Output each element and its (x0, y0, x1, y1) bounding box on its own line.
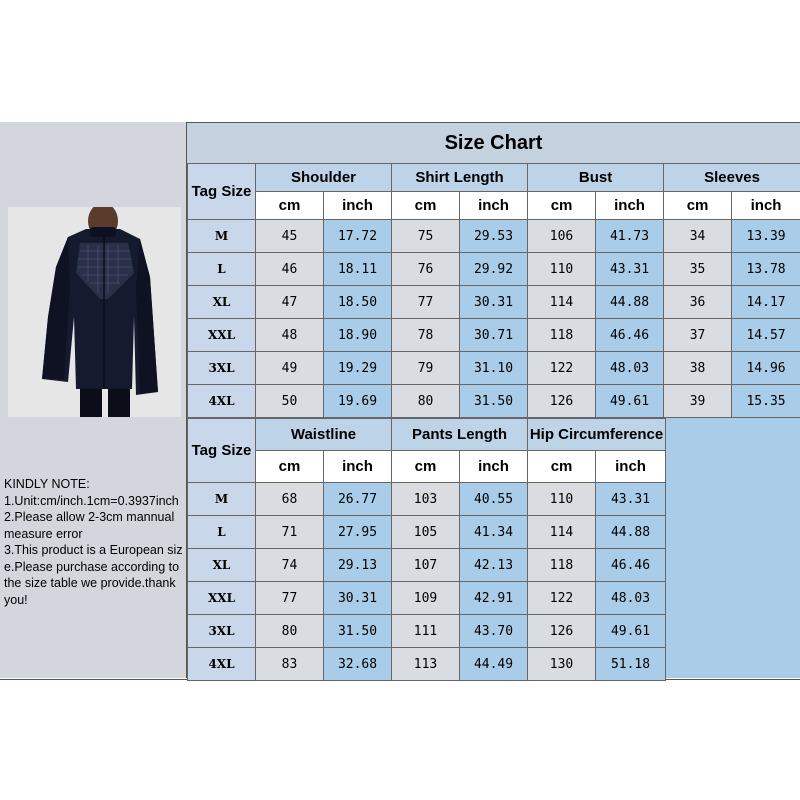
unit-header-cm: cm (528, 192, 596, 220)
cm-value-cell: 38 (664, 352, 732, 385)
unit-header-cm: cm (256, 192, 324, 220)
inch-value-cell: 41.73 (596, 220, 664, 253)
inch-value-cell: 32.68 (324, 648, 392, 681)
inch-value-cell: 14.57 (732, 319, 800, 352)
cm-value-cell: 45 (256, 220, 324, 253)
cm-value-cell: 77 (256, 582, 324, 615)
inch-value-cell: 43.31 (596, 483, 666, 516)
tag-size-cell: XL (188, 549, 256, 582)
cm-value-cell: 77 (392, 286, 460, 319)
cm-value-cell: 107 (392, 549, 460, 582)
unit-header-inch: inch (324, 451, 392, 483)
table-row (188, 615, 666, 648)
unit-header-inch: inch (324, 192, 392, 220)
inch-value-cell: 14.96 (732, 352, 800, 385)
tag-size-cell: 4XL (188, 648, 256, 681)
inch-value-cell: 30.71 (460, 319, 528, 352)
tag-size-cell: 4XL (188, 385, 256, 418)
table-row (188, 253, 800, 286)
cm-value-cell: 103 (392, 483, 460, 516)
inch-value-cell: 48.03 (596, 352, 664, 385)
unit-header-inch: inch (732, 192, 800, 220)
tag-size-cell: M (188, 220, 256, 253)
column-header-sleeves: Sleeves (664, 164, 800, 192)
unit-header-inch: inch (460, 451, 528, 483)
unit-header-cm: cm (392, 451, 460, 483)
column-header-bust: Bust (528, 164, 664, 192)
inch-value-cell: 19.29 (324, 352, 392, 385)
tag-size-cell: XXL (188, 319, 256, 352)
tag-size-cell: L (188, 516, 256, 549)
cm-value-cell: 114 (528, 516, 596, 549)
inch-value-cell: 29.13 (324, 549, 392, 582)
inch-value-cell: 27.95 (324, 516, 392, 549)
column-header-shoulder: Shoulder (256, 164, 392, 192)
cm-value-cell: 126 (528, 615, 596, 648)
cm-value-cell: 106 (528, 220, 596, 253)
table-row (188, 385, 800, 418)
cm-value-cell: 80 (256, 615, 324, 648)
cm-value-cell: 71 (256, 516, 324, 549)
tag-size-header: Tag Size (188, 419, 256, 483)
table-row (188, 648, 666, 681)
inch-value-cell: 30.31 (460, 286, 528, 319)
inch-value-cell: 43.31 (596, 253, 664, 286)
cm-value-cell: 49 (256, 352, 324, 385)
size-table-top (187, 163, 800, 418)
inch-value-cell: 17.72 (324, 220, 392, 253)
inch-value-cell: 44.88 (596, 286, 664, 319)
column-header-pants-length: Pants Length (392, 419, 528, 451)
unit-header-cm: cm (256, 451, 324, 483)
product-photo (8, 207, 181, 417)
cm-value-cell: 68 (256, 483, 324, 516)
inch-value-cell: 18.50 (324, 286, 392, 319)
cm-value-cell: 75 (392, 220, 460, 253)
table-row (188, 220, 800, 253)
tag-size-cell: M (188, 483, 256, 516)
table-row (188, 582, 666, 615)
model-shirt-image (8, 207, 181, 417)
table-row (188, 352, 800, 385)
cm-value-cell: 122 (528, 582, 596, 615)
cm-value-cell: 47 (256, 286, 324, 319)
tag-size-cell: 3XL (188, 352, 256, 385)
unit-header-cm: cm (664, 192, 732, 220)
cm-value-cell: 130 (528, 648, 596, 681)
table-row (188, 549, 666, 582)
inch-value-cell: 29.92 (460, 253, 528, 286)
cm-value-cell: 113 (392, 648, 460, 681)
cm-value-cell: 79 (392, 352, 460, 385)
cm-value-cell: 34 (664, 220, 732, 253)
cm-value-cell: 122 (528, 352, 596, 385)
cm-value-cell: 111 (392, 615, 460, 648)
cm-value-cell: 78 (392, 319, 460, 352)
cm-value-cell: 35 (664, 253, 732, 286)
inch-value-cell: 41.34 (460, 516, 528, 549)
cm-value-cell: 118 (528, 549, 596, 582)
inch-value-cell: 46.46 (596, 319, 664, 352)
tag-size-header: Tag Size (188, 164, 256, 220)
table-row (188, 516, 666, 549)
inch-value-cell: 44.49 (460, 648, 528, 681)
cm-value-cell: 50 (256, 385, 324, 418)
inch-value-cell: 42.13 (460, 549, 528, 582)
inch-value-cell: 29.53 (460, 220, 528, 253)
inch-value-cell: 49.61 (596, 615, 666, 648)
cm-value-cell: 39 (664, 385, 732, 418)
inch-value-cell: 31.50 (460, 385, 528, 418)
note-line: 2.Please allow 2-3cm mannual measure error (4, 510, 175, 541)
cm-value-cell: 110 (528, 483, 596, 516)
tag-size-cell: 3XL (188, 615, 256, 648)
cm-value-cell: 114 (528, 286, 596, 319)
unit-header-inch: inch (596, 192, 664, 220)
tag-size-cell: XXL (188, 582, 256, 615)
inch-value-cell: 18.11 (324, 253, 392, 286)
unit-header-inch: inch (460, 192, 528, 220)
table-row (188, 286, 800, 319)
cm-value-cell: 83 (256, 648, 324, 681)
cm-value-cell: 110 (528, 253, 596, 286)
inch-value-cell: 49.61 (596, 385, 664, 418)
table-row (188, 483, 666, 516)
inch-value-cell: 13.39 (732, 220, 800, 253)
cm-value-cell: 105 (392, 516, 460, 549)
unit-header-inch: inch (596, 451, 666, 483)
cm-value-cell: 48 (256, 319, 324, 352)
cm-value-cell: 36 (664, 286, 732, 319)
column-header-waistline: Waistline (256, 419, 392, 451)
inch-value-cell: 40.55 (460, 483, 528, 516)
kindly-note (4, 476, 184, 608)
note-line: 3.This product is a European size.Please purchase according to the size table we provide.thank you! (4, 543, 183, 607)
inch-value-cell: 43.70 (460, 615, 528, 648)
inch-value-cell: 31.50 (324, 615, 392, 648)
cm-value-cell: 46 (256, 253, 324, 286)
inch-value-cell: 13.78 (732, 253, 800, 286)
size-table-bottom (187, 418, 666, 681)
note-line: 1.Unit:cm/inch.1cm=0.3937inch (4, 493, 179, 508)
cm-value-cell: 80 (392, 385, 460, 418)
unit-header-cm: cm (392, 192, 460, 220)
tag-size-cell: XL (188, 286, 256, 319)
cm-value-cell: 118 (528, 319, 596, 352)
blank-panel (665, 418, 800, 678)
inch-value-cell: 51.18 (596, 648, 666, 681)
inch-value-cell: 46.46 (596, 549, 666, 582)
inch-value-cell: 15.35 (732, 385, 800, 418)
inch-value-cell: 14.17 (732, 286, 800, 319)
inch-value-cell: 44.88 (596, 516, 666, 549)
column-header-hip-circumference: Hip Circumference (528, 419, 666, 451)
cm-value-cell: 37 (664, 319, 732, 352)
cm-value-cell: 76 (392, 253, 460, 286)
table-row (188, 319, 800, 352)
inch-value-cell: 48.03 (596, 582, 666, 615)
column-header-shirt-length: Shirt Length (392, 164, 528, 192)
cm-value-cell: 74 (256, 549, 324, 582)
cm-value-cell: 109 (392, 582, 460, 615)
note-line: KINDLY NOTE: (4, 477, 90, 491)
inch-value-cell: 31.10 (460, 352, 528, 385)
inch-value-cell: 30.31 (324, 582, 392, 615)
inch-value-cell: 19.69 (324, 385, 392, 418)
tag-size-cell: L (188, 253, 256, 286)
inch-value-cell: 42.91 (460, 582, 528, 615)
cm-value-cell: 126 (528, 385, 596, 418)
chart-title: Size Chart (187, 123, 800, 163)
inch-value-cell: 26.77 (324, 483, 392, 516)
unit-header-cm: cm (528, 451, 596, 483)
inch-value-cell: 18.90 (324, 319, 392, 352)
